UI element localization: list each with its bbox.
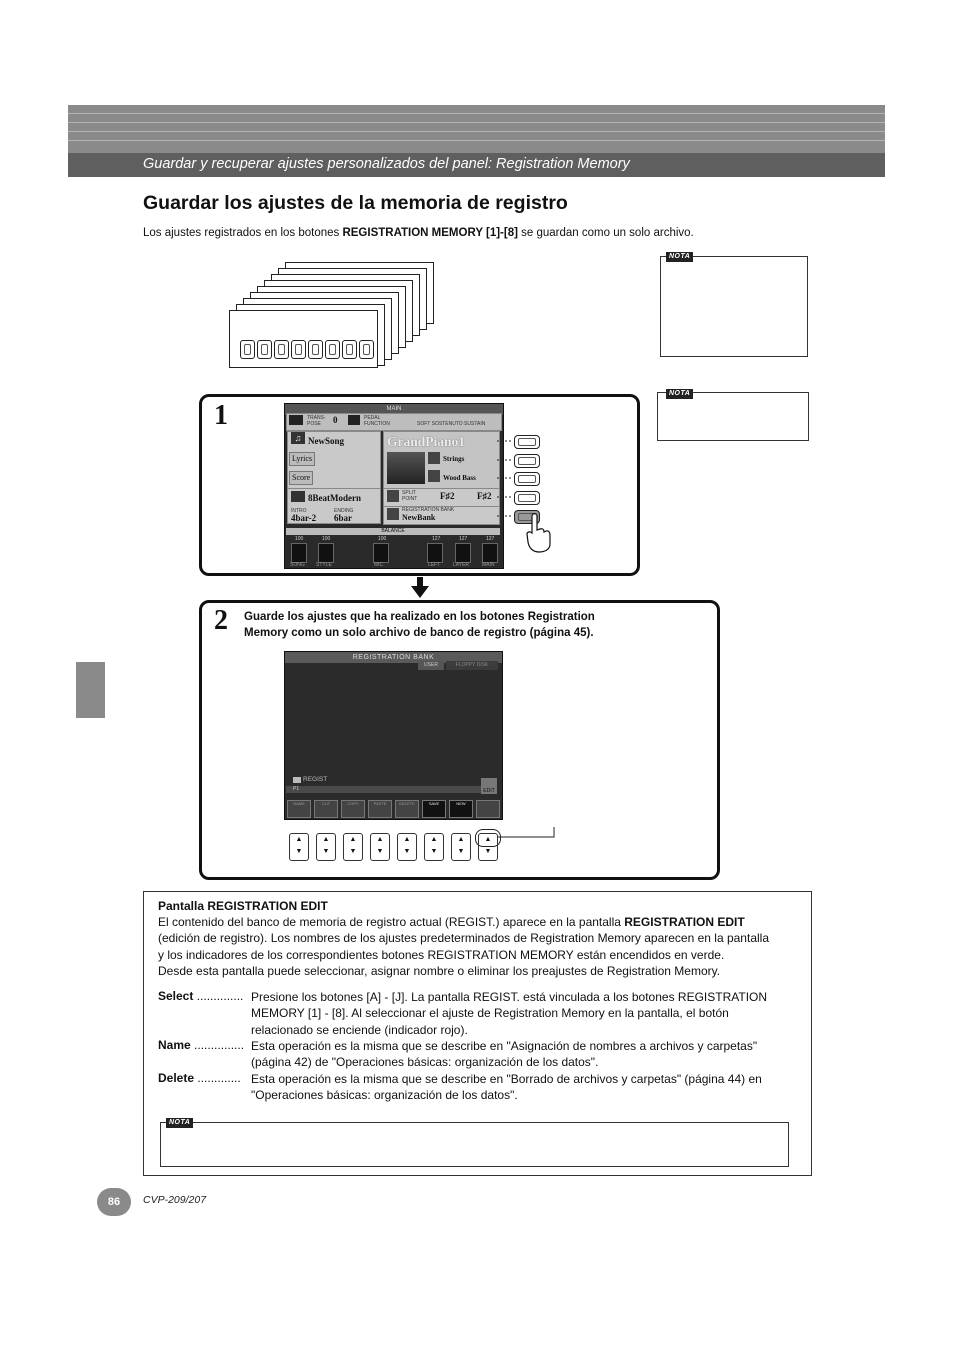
up-down-button-5[interactable]: ▲ ▼ (397, 833, 417, 861)
side-button-f[interactable] (514, 435, 540, 449)
intro-value[interactable]: 4bar-2 (291, 513, 317, 523)
new-function[interactable]: NEW (449, 800, 473, 818)
registration-bank-name[interactable]: NewBank (402, 513, 436, 522)
tab-floppy-disk[interactable]: FLOPPY DISK (446, 661, 498, 670)
layer-voice-name[interactable]: Strings (443, 455, 465, 463)
up-down-button-2[interactable]: ▲ ▼ (316, 833, 336, 861)
side-button-connectors (495, 430, 515, 530)
balance-main-label: MAIN (482, 562, 495, 568)
registration-bank-screen-header: REGISTRATION BANK (285, 652, 502, 663)
nota-badge-3: NOTA (166, 1118, 193, 1128)
music-note-icon: ♫ (291, 432, 305, 444)
select-term: Select .............. (158, 989, 244, 1003)
style-icon (291, 491, 305, 502)
step-2-number: 2 (214, 605, 228, 636)
split-point-label: SPLIT POINT (402, 490, 418, 502)
up-down-button-8[interactable]: ▲ ▼ (478, 833, 498, 861)
info-paragraph: El contenido del banco de memoria de registro actual (REGIST.) aparece en la pantalla REGISTRATION EDIT (edición de registro). Los nombres de los ajustes predeterminados de Registration Memory aparecen en la pantalla y los indicadores de los correspondientes botones REGISTRATION MEMORY están encendidos en verde. Desde esta pantalla puede seleccionar, asignar nombre o eliminar los preajustes de Registration Memory. (158, 915, 769, 978)
up-down-button-3[interactable]: ▲ ▼ (343, 833, 363, 861)
left-voice-name[interactable]: Wood Bass (443, 474, 476, 482)
ending-value[interactable]: 6bar (334, 513, 352, 523)
balance-style-label: STYLE (316, 562, 332, 568)
step-2-instruction: Guarde los ajustes que ha realizado en los botones Registration Memory como un solo archivo de banco de registro (página 45). (244, 611, 595, 639)
name-term: Name ............... (158, 1038, 245, 1052)
keyboard-icon (289, 415, 303, 425)
delete-function[interactable]: DELETE (395, 800, 419, 818)
step-1-number: 1 (214, 400, 228, 431)
balance-bar: BALANCE (286, 528, 500, 535)
style-name[interactable]: 8BeatModern (308, 493, 361, 503)
balance-left-value: 127 (432, 536, 441, 542)
balance-main-value: 127 (486, 536, 495, 542)
name-definition: Esta operación es la misma que se describe en "Asignación de nombres a archivos y carpetas" (página 42) de "Operaciones básicas: organización de los datos". (251, 1039, 758, 1070)
registration-memory-button-8 (359, 340, 374, 359)
chapter-title: Guardar y recuperar ajustes personalizados del panel: Registration Memory (143, 156, 630, 172)
intro-text: Los ajustes registrados en los botones REGISTRATION MEMORY [1]-[8] se guardan como un solo archivo. (143, 227, 694, 239)
name-function[interactable]: NAME (287, 800, 311, 818)
up-down-button-4[interactable]: ▲ ▼ (370, 833, 390, 861)
copy-function[interactable]: COPY (341, 800, 365, 818)
registration-memory-button-2 (257, 340, 272, 359)
registration-bank-label: REGISTRATION BANK (402, 507, 455, 513)
layer-volume-slider[interactable] (455, 543, 471, 563)
section-title: Guardar los ajustes de la memoria de registro (143, 192, 568, 214)
delete-definition: Esta operación es la misma que se describe en "Borrado de archivos y carpetas" (página 44) en "Operaciones básicas: organización de los datos". (251, 1072, 762, 1103)
lyrics-button[interactable]: Lyrics (289, 452, 315, 466)
pressing-hand-icon (524, 512, 554, 554)
folder-icon (293, 777, 301, 783)
nota-box-1 (660, 256, 808, 357)
arrow-down-icon (410, 577, 430, 599)
pedal-labels: SOFT SOSTENUTO SUSTAIN (417, 421, 486, 427)
nota-box-3 (160, 1122, 789, 1167)
side-button-h[interactable] (514, 472, 540, 486)
balance-layer-value: 127 (459, 536, 468, 542)
main-voice-name[interactable]: GrandPiano1 (387, 434, 466, 449)
transpose-value: 0 (333, 415, 338, 425)
nota-badge-1: NOTA (666, 252, 693, 262)
side-button-g[interactable] (514, 454, 540, 468)
balance-mic-label: MIC (374, 562, 384, 568)
balance-left-label: LEFT (428, 562, 441, 568)
callout-line (498, 827, 558, 841)
page-number: 86 (97, 1188, 131, 1216)
split-point-icon (387, 490, 399, 502)
ending-label: ENDING (334, 508, 354, 514)
balance-song-label: SONG (290, 562, 305, 568)
main-screen-header: MAIN (285, 404, 503, 415)
current-folder-label: REGIST (303, 776, 328, 783)
edit-button[interactable]: EDIT (481, 778, 497, 794)
paste-function[interactable]: PASTE (368, 800, 392, 818)
page-indicator-bar (286, 786, 481, 793)
delete-term: Delete ............. (158, 1071, 241, 1085)
balance-layer-label: LAYER (453, 562, 470, 568)
registration-bank-screen (284, 651, 503, 820)
side-button-i[interactable] (514, 491, 540, 505)
transpose-label: TRANS-POSE (307, 415, 326, 427)
page-label: P1 (293, 786, 300, 792)
pedal-function-label: PEDAL FUNCTION (364, 415, 390, 427)
registration-memory-button-3 (274, 340, 289, 359)
registration-memory-button-4 (291, 340, 306, 359)
up-down-button-6[interactable]: ▲ ▼ (424, 833, 444, 861)
main-volume-slider[interactable] (482, 543, 498, 563)
split-point-value-1[interactable]: F♯2 (440, 491, 455, 501)
intro-label: INTRO (291, 508, 307, 514)
registration-memory-button-1 (240, 340, 255, 359)
registration-memory-button-6 (325, 340, 340, 359)
up-function[interactable] (476, 800, 500, 818)
nota-box-2 (657, 392, 809, 441)
split-point-value-2[interactable]: F♯2 (477, 491, 492, 501)
save-function[interactable]: SAVE (422, 800, 446, 818)
bass-icon (428, 470, 440, 482)
song-volume-slider[interactable] (291, 543, 307, 563)
info-title: Pantalla REGISTRATION EDIT (158, 899, 328, 913)
side-chapter-tab (76, 662, 105, 718)
left-volume-slider[interactable] (427, 543, 443, 563)
balance-style-value: 100 (322, 536, 331, 542)
score-button[interactable]: Score (289, 471, 313, 485)
registration-memory-button-5 (308, 340, 323, 359)
select-definition: Presione los botones [A] - [J]. La pantalla REGIST. está vinculada a los botones REGISTRATION MEMORY [1] - [8]. Al seleccionar el ajuste de Registration Memory en la pantalla, el botón relacionado se enciende (indicador rojo). (251, 990, 768, 1037)
grand-piano-image (387, 452, 425, 484)
up-down-button-1[interactable]: ▲ ▼ (289, 833, 309, 861)
up-down-button-7[interactable]: ▲ ▼ (451, 833, 471, 861)
style-volume-slider[interactable] (318, 543, 334, 563)
nota-badge-2: NOTA (666, 389, 693, 399)
tab-user[interactable]: USER (418, 661, 444, 670)
strings-icon (428, 452, 440, 464)
balance-mic-value: 100 (378, 536, 387, 542)
model-name: CVP-209/207 (143, 1194, 207, 1206)
pedal-icon (348, 415, 360, 425)
registration-bank-icon (387, 508, 399, 520)
balance-song-value: 100 (295, 536, 304, 542)
song-name[interactable]: NewSong (308, 436, 345, 446)
mic-volume-slider[interactable] (373, 543, 389, 563)
registration-memory-button-7 (342, 340, 357, 359)
cut-function[interactable]: CUT (314, 800, 338, 818)
